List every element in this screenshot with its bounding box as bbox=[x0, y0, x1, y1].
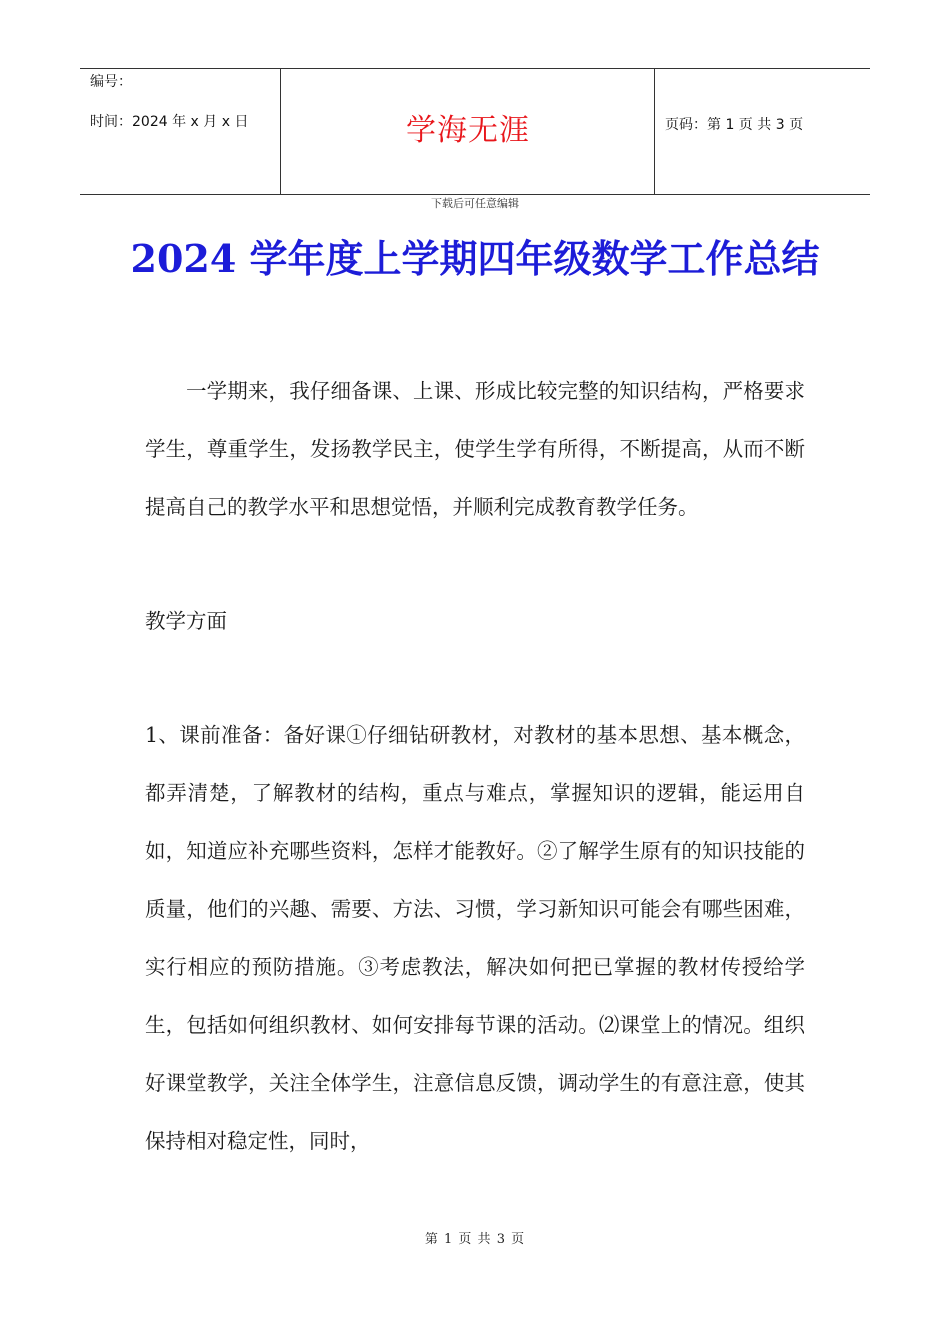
section-heading: 教学方面 bbox=[145, 609, 227, 633]
document-body bbox=[145, 362, 805, 1170]
page-footer: 第 1 页 共 3 页 bbox=[424, 1232, 526, 1247]
document-title: 2024 学年度上学期四年级数学工作总结 bbox=[130, 236, 820, 281]
edit-note: 下载后可任意编辑 bbox=[431, 197, 519, 210]
item-1-paragraph: 1、课前准备：备好课①仔细钻研教材，对教材的基本思想、基本概念，都弄清楚，了解教材的结构，重点与难点，掌握知识的逻辑，能运用自如，知道应补充哪些资料，怎样才能教好。②了解学生原有的知识技能的质量，他们的兴趣、需要、方法、习惯，学习新知识可能会有哪些困难，实行相应的预防措施。③考虑教法，解决如何把已掌握的教材传授给学生，包括如何组织教材、如何安排每节课的活动。⑵课堂上的情况。组织好课堂教学，关注全体学生，注意信息反馈，调动学生的有意注意，使其保持相对稳定性，同时， bbox=[145, 723, 805, 1153]
header-table bbox=[80, 68, 870, 195]
brand-title: 学海无涯 bbox=[406, 113, 530, 148]
intro-paragraph: 一学期来，我仔细备课、上课、形成比较完整的知识结构，严格要求学生，尊重学生，发扬教学民主，使学生学有所得，不断提高，从而不断提高自己的教学水平和思想觉悟，并顺利完成教育教学任务。 bbox=[145, 379, 805, 519]
page-info: 页码：第 1 页 共 3 页 bbox=[665, 117, 804, 133]
header-left-cell bbox=[90, 72, 248, 132]
serial-number-label: 编号： bbox=[90, 74, 132, 90]
date-label: 时间：2024 年 x 月 x 日 bbox=[90, 114, 249, 130]
